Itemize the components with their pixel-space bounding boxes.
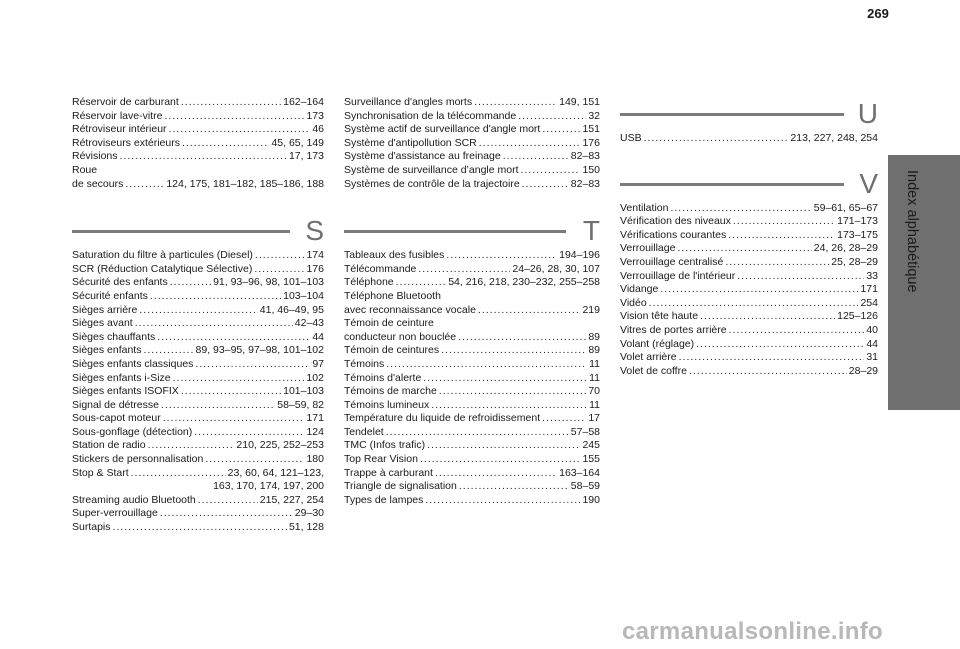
entry-pages: 32 <box>588 109 600 122</box>
index-entry <box>620 242 878 256</box>
entry-pages: 89 <box>588 330 600 343</box>
index-entry <box>344 263 600 277</box>
entry-term: Témoins d'alerte <box>344 371 422 384</box>
entry-pages: 23, 60, 64, 121–123, <box>227 466 324 479</box>
entry-term: Tableaux des fusibles <box>344 249 445 262</box>
dot-leader <box>425 494 580 508</box>
section-letter: T <box>582 215 600 247</box>
index-entry <box>620 310 878 324</box>
index-entry <box>344 439 600 453</box>
entry-term: Station de radio <box>72 439 146 452</box>
dot-leader <box>198 494 258 508</box>
index-column-1 <box>72 96 324 535</box>
dot-leader <box>649 297 859 311</box>
dot-leader <box>439 385 587 399</box>
index-entry <box>344 123 600 137</box>
index-entry <box>72 249 324 263</box>
entry-pages: 57–58 <box>570 425 600 438</box>
index-entry <box>344 96 600 110</box>
entry-term: Révisions <box>72 150 118 163</box>
entry-term: Vidéo <box>620 296 647 309</box>
dot-leader <box>131 467 226 481</box>
index-entry <box>72 150 324 164</box>
entry-pages: 162–164 <box>283 96 324 108</box>
entry-pages: 17 <box>588 412 600 425</box>
entry-term: avec reconnaissance vocale <box>344 303 476 316</box>
entry-pages: 194–196 <box>559 249 600 262</box>
dot-leader <box>542 123 580 137</box>
entry-term: Surveillance d'angles morts <box>344 96 473 108</box>
entry-term: Systèmes de contrôle de la trajectoire <box>344 177 520 190</box>
index-entry <box>72 521 324 535</box>
dot-leader <box>423 372 587 386</box>
entry-term: Système actif de surveillance d'angle mort <box>344 123 541 136</box>
section-tab-label: Index alphabétique <box>904 170 920 293</box>
section-rule <box>72 230 290 233</box>
entry-pages: 82–83 <box>570 150 600 163</box>
dot-leader <box>431 399 587 413</box>
entry-pages: 58–59, 82 <box>277 398 324 411</box>
dot-leader <box>474 96 557 110</box>
dot-leader <box>386 358 587 372</box>
dot-leader <box>644 132 789 146</box>
section-header-s <box>72 213 324 249</box>
index-entry <box>72 453 324 467</box>
dot-leader <box>386 426 569 440</box>
entry-term: Streaming audio Bluetooth <box>72 493 196 506</box>
entry-term: Verrouillage centralisé <box>620 255 724 268</box>
entry-term: Téléphone <box>344 276 394 289</box>
entry-term: Ventilation <box>620 201 669 214</box>
section-letter: V <box>859 167 878 199</box>
entry-pages: 124 <box>306 425 324 438</box>
entry-pages: 11 <box>589 357 600 370</box>
entry-term: Signal de détresse <box>72 398 159 411</box>
index-entry <box>72 178 324 192</box>
index-entry <box>620 324 878 338</box>
entry-term: Tendelet <box>344 425 384 438</box>
dot-leader <box>435 467 557 481</box>
dot-leader <box>160 507 293 521</box>
entry-term: Système d'assistance au freinage <box>344 150 501 163</box>
dot-leader <box>729 324 865 338</box>
dot-leader <box>427 439 580 453</box>
index-entry-heading: Témoin de ceinture <box>344 317 434 330</box>
entry-pages: 125–126 <box>837 310 878 323</box>
index-entry <box>620 270 878 284</box>
entry-term: Système de surveillance d’angle mort <box>344 163 519 176</box>
entry-pages: 89, 93–95, 97–98, 101–102 <box>195 344 324 357</box>
dot-leader <box>542 412 586 426</box>
index-entry <box>620 338 878 352</box>
entries-t <box>344 249 600 507</box>
index-entry <box>344 178 600 192</box>
section-rule <box>620 113 844 116</box>
entry-term: Rétroviseur intérieur <box>72 123 167 136</box>
entry-pages: 101–103 <box>283 385 324 398</box>
entry-term: Types de lampes <box>344 493 424 506</box>
entry-term: USB <box>620 132 642 144</box>
entry-pages: 173 <box>306 109 324 122</box>
entry-term: Vérifications courantes <box>620 228 727 241</box>
entry-pages: 44 <box>312 330 324 343</box>
dot-leader <box>737 270 864 284</box>
entry-term: Témoins de marche <box>344 385 437 398</box>
index-entry <box>344 412 600 426</box>
entries-s-cont <box>344 96 600 191</box>
entry-pages: 29–30 <box>294 507 324 520</box>
dot-leader <box>182 137 270 151</box>
dot-leader <box>677 242 811 256</box>
index-entry <box>344 276 600 290</box>
entry-pages: 54, 216, 218, 230–232, 255–258 <box>448 276 600 289</box>
entry-pages: 70 <box>588 385 600 398</box>
entry-term: Volant (réglage) <box>620 337 695 350</box>
index-entry <box>72 263 324 277</box>
entry-pages: 11 <box>589 398 600 411</box>
index-entry <box>344 426 600 440</box>
entry-term: Sièges chauffants <box>72 330 156 343</box>
section-header-t <box>344 213 600 249</box>
entry-pages: 171 <box>306 412 324 425</box>
index-entry <box>344 494 600 508</box>
dot-leader <box>503 150 569 164</box>
section-rule <box>344 230 566 233</box>
section-header-u <box>620 96 878 132</box>
index-entry <box>344 372 600 386</box>
entry-term: Super-verrouillage <box>72 507 158 520</box>
dot-leader <box>113 521 287 535</box>
entry-pages: 163–164 <box>559 466 600 479</box>
entry-pages: 245 <box>582 439 600 452</box>
dot-leader <box>660 283 858 297</box>
entry-term: Sièges enfants i-Size <box>72 371 171 384</box>
entry-pages: 46 <box>312 123 324 136</box>
section-letter: S <box>305 215 324 247</box>
dot-leader <box>173 372 305 386</box>
entry-term: Triangle de signalisation <box>344 480 457 493</box>
dot-leader <box>120 150 287 164</box>
entry-pages: 58–59 <box>570 480 600 493</box>
entry-pages: 254 <box>860 296 878 309</box>
section-rule <box>620 183 844 186</box>
index-entry <box>344 164 600 178</box>
entry-term: Vérification des niveaux <box>620 215 731 228</box>
entry-pages: 180 <box>306 453 324 466</box>
entry-pages: 155 <box>582 453 600 466</box>
dot-leader <box>139 304 257 318</box>
dot-leader <box>418 263 510 277</box>
entry-pages: 89 <box>588 344 600 357</box>
entry-term: Trappe à carburant <box>344 466 433 479</box>
dot-leader <box>420 453 581 467</box>
dot-leader <box>254 263 304 277</box>
index-entry-heading: Téléphone Bluetooth <box>344 289 441 302</box>
entry-pages: 33 <box>866 269 878 282</box>
entry-term: Sièges avant <box>72 317 133 330</box>
dot-leader <box>255 249 305 263</box>
entry-term: TMC (Infos trafic) <box>344 439 426 452</box>
dot-leader <box>670 202 811 216</box>
entry-pages: 11 <box>589 371 600 384</box>
index-entry <box>72 385 324 399</box>
entry-term: Stop & Start <box>72 466 129 479</box>
entry-pages: 28–29 <box>848 364 878 377</box>
index-entry <box>344 150 600 164</box>
entry-term: Sièges arrière <box>72 303 138 316</box>
entry-pages: 190 <box>582 493 600 506</box>
index-entry <box>344 480 600 494</box>
dot-leader <box>125 178 164 192</box>
index-entry <box>344 385 600 399</box>
dot-leader <box>148 439 235 453</box>
entry-pages: 102 <box>306 371 324 384</box>
dot-leader <box>733 215 835 229</box>
entry-term: Sécurité enfants <box>72 289 148 302</box>
entry-pages: 149, 151 <box>559 96 600 108</box>
dot-leader <box>150 290 281 304</box>
index-entry <box>620 351 878 365</box>
index-entry <box>344 110 600 124</box>
entry-term: Verrouillage <box>620 242 676 255</box>
section-tab-label-wrap <box>874 170 934 390</box>
entry-term: Sièges enfants classiques <box>72 357 194 370</box>
dot-leader <box>135 317 293 331</box>
index-entry <box>344 304 600 318</box>
index-entry <box>344 453 600 467</box>
entry-term: Sous-gonflage (détection) <box>72 425 193 438</box>
entry-pages: 24, 26, 28–29 <box>813 242 878 255</box>
entry-pages: 176 <box>582 136 600 149</box>
index-entry <box>72 507 324 521</box>
index-entry <box>620 132 878 146</box>
entry-pages: 51, 128 <box>288 521 324 534</box>
entry-term: Sièges enfants ISOFIX <box>72 385 179 398</box>
entry-term: Vidange <box>620 283 659 296</box>
entry-pages: 44 <box>866 337 878 350</box>
dot-leader <box>689 365 847 379</box>
entry-term: de secours <box>72 177 124 190</box>
dot-leader <box>679 351 865 365</box>
section-letter: U <box>857 98 878 129</box>
index-entry <box>344 331 600 345</box>
entry-pages: 59–61, 65–67 <box>813 201 878 214</box>
index-entry <box>72 494 324 508</box>
entry-pages: 171 <box>860 283 878 296</box>
dot-leader <box>143 344 193 358</box>
index-entry <box>620 215 878 229</box>
dot-leader <box>700 310 835 324</box>
index-entry <box>72 372 324 386</box>
entry-pages: 151 <box>582 123 600 136</box>
entry-term: Réservoir lave-vitre <box>72 109 163 122</box>
entry-term: Télécommande <box>344 262 417 275</box>
entry-term: Témoins <box>344 357 385 370</box>
index-entry <box>344 249 600 263</box>
entries-s <box>72 249 324 534</box>
entries-u <box>620 132 878 146</box>
dot-leader <box>728 229 835 243</box>
entry-term: Rétroviseurs extérieurs <box>72 136 180 149</box>
dot-leader <box>164 110 304 124</box>
entry-term: Vision tête haute <box>620 310 699 323</box>
index-entry <box>344 137 600 151</box>
index-entry <box>72 276 324 290</box>
index-entry <box>72 439 324 453</box>
dot-leader <box>459 480 569 494</box>
entry-pages: 24–26, 28, 30, 107 <box>512 262 600 275</box>
entry-pages: 210, 225, 252–253 <box>236 439 324 452</box>
entry-term: Stickers de personnalisation <box>72 453 204 466</box>
dot-leader <box>169 123 311 137</box>
dot-leader <box>396 276 447 290</box>
page-number: 269 <box>867 6 889 21</box>
index-entry <box>620 283 878 297</box>
entry-term: Verrouillage de l'intérieur <box>620 269 736 282</box>
entry-pages: 215, 227, 254 <box>259 493 324 506</box>
entry-pages: 150 <box>582 163 600 176</box>
dot-leader <box>194 426 304 440</box>
entry-term: Synchronisation de la télécommande <box>344 109 517 122</box>
index-entry <box>620 202 878 216</box>
entry-term: Témoins lumineux <box>344 398 430 411</box>
index-entry <box>620 297 878 311</box>
entry-pages: 42–43 <box>294 317 324 330</box>
index-column-2 <box>344 96 600 507</box>
entry-pages: 171–173 <box>837 215 878 228</box>
index-entry <box>72 96 324 110</box>
dot-leader <box>163 412 305 426</box>
index-entry <box>72 399 324 413</box>
entry-pages: 41, 46–49, 95 <box>259 303 324 316</box>
dot-leader <box>157 331 310 345</box>
index-entry <box>344 344 600 358</box>
index-entry <box>72 317 324 331</box>
entry-term: Volet de coffre <box>620 364 687 377</box>
entry-term: SCR (Réduction Catalytique Sélective) <box>72 262 253 275</box>
index-entry <box>72 344 324 358</box>
entry-pages: 45, 65, 149 <box>271 136 324 149</box>
entry-term: Sièges enfants <box>72 344 142 357</box>
entry-term: Système d'antipollution SCR <box>344 136 477 149</box>
entry-term: Température du liquide de refroidissement <box>344 412 541 425</box>
dot-leader <box>725 256 829 270</box>
entry-pages: 103–104 <box>283 289 324 302</box>
entry-pages: 25, 28–29 <box>831 255 878 268</box>
entry-pages: 17, 173 <box>288 150 324 163</box>
dot-leader <box>479 137 581 151</box>
dot-leader <box>181 96 281 110</box>
entry-term: Réservoir de carburant <box>72 96 179 108</box>
dot-leader <box>696 338 864 352</box>
entry-pages: 124, 175, 181–182, 185–186, 188 <box>166 177 324 190</box>
index-entry <box>72 290 324 304</box>
index-entry <box>344 399 600 413</box>
index-entry <box>72 123 324 137</box>
dot-leader <box>521 164 581 178</box>
index-entry <box>72 137 324 151</box>
dot-leader <box>458 331 586 345</box>
dot-leader <box>518 110 586 124</box>
index-column-3 <box>620 96 878 378</box>
index-entry <box>72 110 324 124</box>
index-entry <box>72 358 324 372</box>
dot-leader <box>478 304 581 318</box>
entry-pages: 174 <box>306 249 324 262</box>
watermark-logo: carmanualsonline.info <box>622 618 884 645</box>
entry-pages: 82–83 <box>570 177 600 190</box>
entry-pages: 31 <box>866 351 878 364</box>
entries-v <box>620 202 878 379</box>
index-entry-heading: Roue <box>72 163 98 176</box>
index-entry <box>344 467 600 481</box>
dot-leader <box>522 178 569 192</box>
dot-leader <box>195 358 310 372</box>
entry-pages: 213, 227, 248, 254 <box>790 132 878 144</box>
index-entry <box>620 229 878 243</box>
entries-r <box>72 96 324 191</box>
index-entry <box>620 365 878 379</box>
entry-pages: 219 <box>582 303 600 316</box>
entry-term: Surtapis <box>72 521 111 534</box>
entry-pages: 97 <box>312 357 324 370</box>
entry-term: Saturation du filtre à particules (Diesel) <box>72 249 253 262</box>
dot-leader <box>446 249 557 263</box>
index-entry <box>72 467 324 481</box>
index-entry <box>72 304 324 318</box>
entry-term: Témoin de ceintures <box>344 344 440 357</box>
index-entry <box>72 412 324 426</box>
section-header-v <box>620 166 878 202</box>
entry-term: Top Rear Vision <box>344 453 418 466</box>
entry-term: Sécurité des enfants <box>72 276 168 289</box>
entry-term: Sous-capot moteur <box>72 412 161 425</box>
index-entry <box>72 331 324 345</box>
entry-term: Volet arrière <box>620 351 677 364</box>
dot-leader <box>161 399 275 413</box>
dot-leader <box>170 276 211 290</box>
index-entry <box>620 256 878 270</box>
index-entry <box>344 358 600 372</box>
dot-leader <box>205 453 304 467</box>
entry-pages: 40 <box>866 323 878 336</box>
entry-pages: 91, 93–96, 98, 101–103 <box>213 276 324 289</box>
entry-term: conducteur non bouclée <box>344 330 457 343</box>
entry-term: Vitres de portes arrière <box>620 323 727 336</box>
dot-leader <box>441 344 586 358</box>
entry-pages: 176 <box>306 262 324 275</box>
entry-pages-continued: 163, 170, 174, 197, 200 <box>213 480 324 493</box>
index-entry <box>72 426 324 440</box>
entry-pages: 173–175 <box>837 228 878 241</box>
dot-leader <box>181 385 281 399</box>
